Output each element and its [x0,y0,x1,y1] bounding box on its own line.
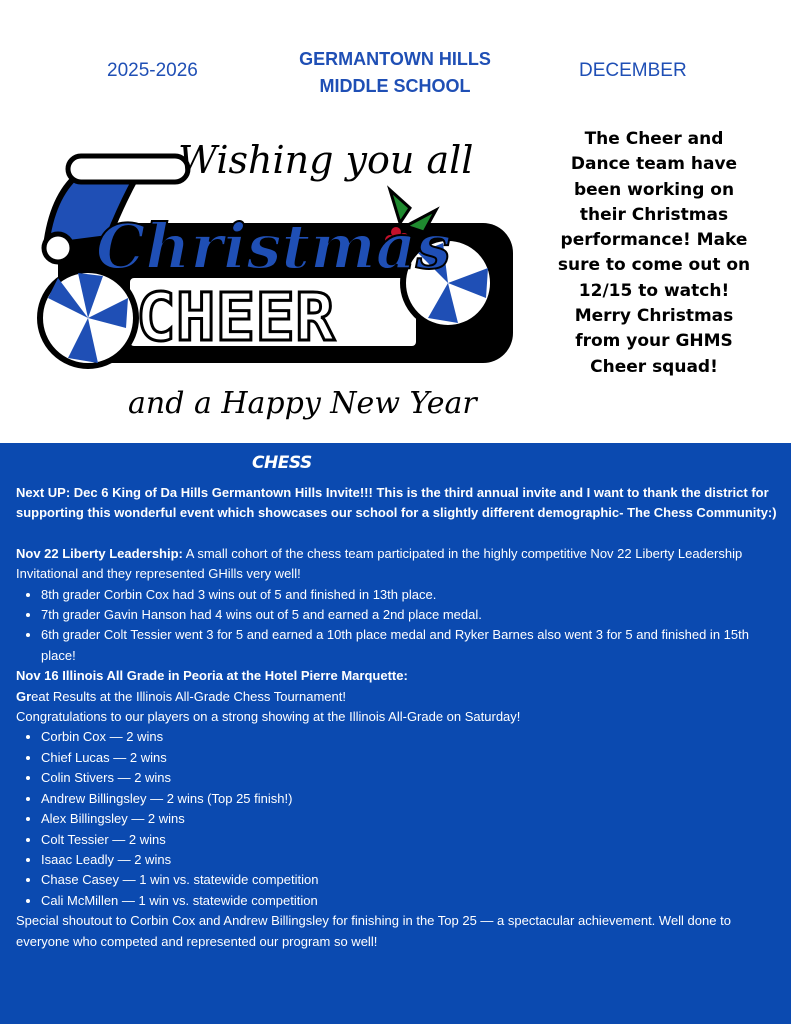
list-item: • Cali McMillen — 1 win vs. statewide competition [41,891,778,911]
shoutout-paragraph: Special shoutout to Corbin Cox and Andrew Billingsley for finishing in the Top 25 — a spectacular achievement. Well done to everyone who competed and represented our program so well! [16,913,731,949]
liberty-heading: Nov 22 Liberty Leadership: [16,545,183,561]
illinois-results-list [16,727,778,911]
next-up-paragraph: Next UP: Dec 6 King of Da Hills Germantown Hills Invite!!! This is the third annual invite and I want to thank the district for supporting this wonderful event which showcases our school for a slightly different demographic- The Chess Community:) [16,485,777,521]
list-item: • Corbin Cox — 2 wins [41,727,778,747]
christmas-cheer-graphic [28,128,528,428]
list-item: • Colin Stivers — 2 wins [41,768,778,788]
graphic-line2: Christmas [96,210,451,283]
list-item: • 7th grader Gavin Hanson had 4 wins out of 5 and earned a 2nd place medal. [41,605,778,625]
great-results-line [16,687,778,707]
school-name-line2: MIDDLE SCHOOL [319,76,471,96]
graphic-line3: CHEER [136,279,335,356]
list-item: • 6th grader Colt Tessier went 3 for 5 and earned a 10th place medal and Ryker Barnes also went 3 for 5 and finished in 15th place! [41,625,778,666]
pom-pom-left-icon [40,270,136,366]
school-name [270,46,520,100]
liberty-results-list [16,585,778,667]
school-name-line1: GERMANTOWN HILLS [299,49,491,69]
list-item: • Chief Lucas — 2 wins [41,748,778,768]
chess-section [0,443,791,1024]
school-year: 2025-2026 [107,60,198,81]
illinois-heading: Nov 16 Illinois All Grade in Peoria at the Hotel Pierre Marquette: [16,668,408,684]
liberty-paragraph [16,544,778,585]
list-item: • Chase Casey — 1 win vs. statewide competition [41,870,778,890]
paragraph-gap [16,524,778,544]
chess-section-content [16,483,778,952]
cheer-announcement: The Cheer and Dance team have been working on their Christmas performance! Make sure to come out on 12/15 to watch! Merry Christmas from your GHMS Cheer squad! [557,129,751,377]
chess-section-title: CHESS [252,453,312,473]
list-item: • Andrew Billingsley — 2 wins (Top 25 finish!) [41,789,778,809]
congrats-line: Congratulations to our players on a strong showing at the Illinois All-Grade on Saturday! [16,709,521,725]
list-item: • 8th grader Corbin Cox had 3 wins out of 5 and finished in 13th place. [41,585,778,605]
list-item: • Colt Tessier — 2 wins [41,830,778,850]
graphic-line1: Wishing you all [178,138,474,182]
list-item: • Alex Billingsley — 2 wins [41,809,778,829]
great-rest: eat Results at the Illinois All-Grade Chess Tournament! [31,688,346,704]
graphic-line4: and a Happy New Year [128,386,477,421]
liberty-text: A small cohort of the chess team participated in the highly competitive Nov 22 Liberty Leadership Invitational and they represented GHills very well! [16,545,743,582]
list-item: • Isaac Leadly — 2 wins [41,850,778,870]
great-bold-prefix: Gr [16,688,32,704]
newsletter-month: DECEMBER [579,60,687,81]
